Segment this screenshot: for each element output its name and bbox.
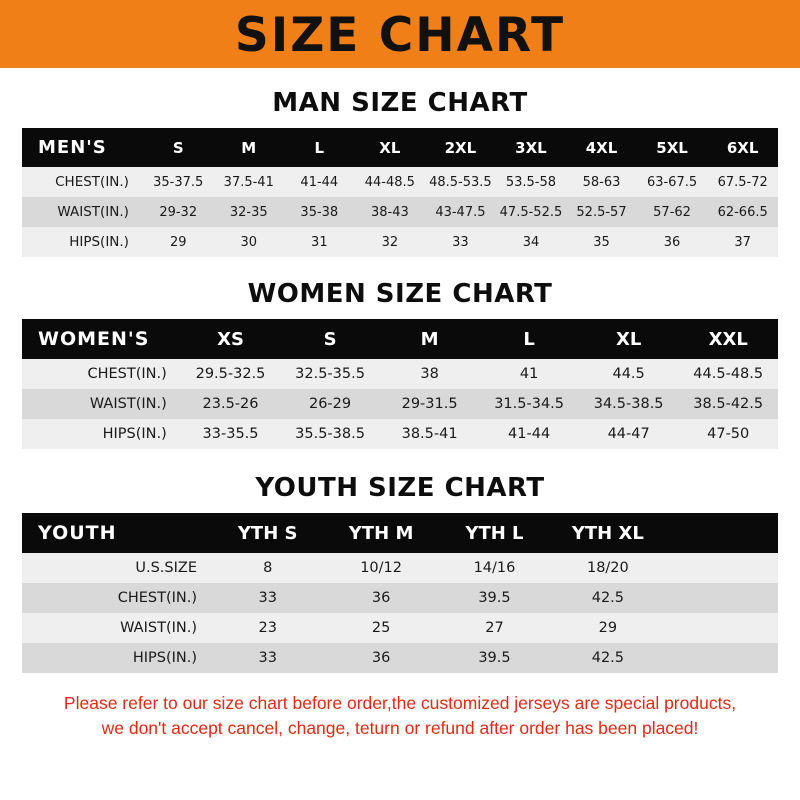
man-row-0-cell-1: 37.5-41 (223, 174, 274, 190)
table-row (22, 553, 778, 583)
man-row-2-cell-3: 32 (381, 234, 399, 250)
youth-row-0-cell-3: 18/20 (586, 560, 629, 576)
man-row-0-cell-2: 41-44 (300, 174, 339, 190)
youth-section-title: YOUTH SIZE CHART (255, 473, 545, 503)
table-row (22, 613, 778, 643)
table-row (22, 643, 778, 673)
man-header-cell-3: L (314, 138, 325, 157)
man-row-2-cell-4: 33 (452, 234, 469, 250)
man-header-cell-4: XL (379, 138, 401, 157)
man-row-2-cell-1: 30 (240, 234, 258, 250)
youth-header-row (22, 513, 778, 553)
youth-size-table (22, 513, 778, 673)
women-header-cell-0: WOMEN'S (38, 328, 150, 350)
youth-row-2-label: WAIST(IN.) (120, 620, 197, 636)
youth-table-body (22, 553, 778, 673)
man-header-cell-9: 6XL (726, 138, 759, 157)
man-row-2-cell-0: 29 (169, 234, 187, 250)
man-row-2-cell-6: 35 (593, 234, 610, 250)
content-area (0, 88, 800, 742)
man-row-0-cell-0: 35-37.5 (153, 174, 204, 190)
women-header-cell-1: XS (217, 328, 244, 350)
youth-row-1-cell-3: 42.5 (591, 590, 625, 606)
women-row-2-cell-1: 35.5-38.5 (295, 426, 365, 442)
women-row-2-cell-4: 44-47 (607, 426, 650, 442)
youth-row-1-label: CHEST(IN.) (117, 590, 197, 606)
youth-row-1-cell-2: 39.5 (478, 590, 511, 606)
women-row-1-cell-4: 34.5-38.5 (593, 396, 664, 412)
women-row-1-cell-2: 29-31.5 (401, 396, 458, 412)
women-row-2-cell-2: 38.5-41 (401, 426, 458, 442)
women-row-0-cell-3: 41 (519, 366, 539, 382)
youth-row-2-cell-1: 25 (371, 620, 391, 636)
man-row-2-label: HIPS(IN.) (69, 234, 129, 250)
women-row-2-cell-0: 33-35.5 (202, 426, 259, 442)
man-row-1-cell-7: 57-62 (653, 204, 691, 220)
man-row-1-cell-3: 38-43 (370, 204, 409, 220)
page-title: SIZE CHART (234, 7, 566, 63)
women-row-1-label: WAIST(IN.) (89, 396, 167, 412)
youth-row-3-cell-2: 39.5 (478, 650, 511, 666)
man-header-row (22, 128, 778, 167)
youth-row-1-cell-4 (665, 583, 778, 613)
youth-header-cell-1: YTH S (237, 522, 298, 544)
table-row (22, 359, 778, 389)
youth-row-3-label: HIPS(IN.) (132, 650, 197, 666)
women-size-table (22, 319, 778, 449)
women-table-head (22, 319, 778, 359)
man-size-table (22, 128, 778, 257)
youth-row-3-cell-4 (665, 643, 778, 673)
women-row-0-label: CHEST(IN.) (87, 366, 167, 382)
man-row-1-cell-8: 62-66.5 (717, 204, 768, 220)
youth-header-cell-0: YOUTH (38, 522, 117, 544)
man-header-cell-5: 2XL (444, 138, 477, 157)
youth-row-2-cell-0: 23 (258, 620, 277, 636)
man-row-0-cell-7: 63-67.5 (646, 174, 698, 190)
man-section-title: MAN SIZE CHART (272, 88, 528, 118)
youth-row-0-cell-1: 10/12 (360, 560, 402, 576)
man-header-cell-0: MEN'S (38, 137, 107, 158)
table-row (22, 389, 778, 419)
man-header-cell-1: S (172, 138, 184, 157)
man-row-1-label: WAIST(IN.) (57, 204, 129, 220)
man-row-2-cell-7: 36 (663, 234, 681, 250)
women-row-1-cell-1: 26-29 (308, 396, 352, 412)
man-row-1-cell-2: 35-38 (300, 204, 339, 220)
women-header-cell-4: L (523, 328, 535, 350)
youth-row-2-cell-2: 27 (485, 620, 504, 636)
youth-row-2-cell-3: 29 (598, 620, 618, 636)
youth-header-cell-3: YTH L (465, 522, 524, 544)
man-table-head (22, 128, 778, 167)
man-header-cell-2: M (241, 138, 257, 157)
women-header-row (22, 319, 778, 359)
youth-header-cell-2: YTH M (348, 522, 414, 544)
man-header-cell-6: 3XL (515, 138, 547, 157)
man-row-0-cell-4: 48.5-53.5 (429, 174, 492, 190)
man-row-0-label: CHEST(IN.) (55, 174, 129, 190)
table-row (22, 197, 778, 227)
women-row-1-cell-3: 31.5-34.5 (494, 396, 565, 412)
man-row-0-cell-6: 58-63 (582, 174, 621, 190)
man-row-2-cell-8: 37 (734, 234, 751, 250)
youth-row-1-cell-0: 33 (258, 590, 277, 606)
man-row-1-cell-5: 47.5-52.5 (499, 204, 563, 220)
order-notice-line-1: Please refer to our size chart before order,the customized jerseys are special products, (63, 693, 737, 713)
women-row-0-cell-2: 38 (420, 366, 439, 382)
women-row-2-label: HIPS(IN.) (102, 426, 167, 442)
man-row-0-cell-5: 53.5-58 (505, 174, 557, 190)
women-header-cell-2: S (323, 328, 337, 350)
youth-row-0-cell-4 (665, 553, 778, 583)
women-row-0-cell-1: 32.5-35.5 (295, 366, 365, 382)
women-row-1-cell-0: 23.5-26 (202, 396, 259, 412)
page-banner (0, 0, 800, 68)
table-row (22, 227, 778, 257)
women-header-cell-6: XXL (708, 328, 748, 350)
youth-row-2-cell-4 (665, 613, 778, 643)
table-row (22, 419, 778, 449)
youth-row-3-cell-3: 42.5 (591, 650, 625, 666)
youth-row-0-cell-0: 8 (263, 560, 273, 576)
women-section-title: WOMEN SIZE CHART (247, 279, 553, 309)
youth-table-head (22, 513, 778, 553)
youth-row-0-label: U.S.SIZE (135, 560, 197, 576)
youth-row-1-cell-1: 36 (371, 590, 391, 606)
women-row-0-cell-4: 44.5 (612, 366, 645, 382)
man-row-1-cell-1: 32-35 (229, 204, 268, 220)
table-row (22, 167, 778, 197)
man-row-2-cell-2: 31 (311, 234, 328, 250)
man-row-1-cell-6: 52.5-57 (576, 204, 627, 220)
women-row-0-cell-5: 44.5-48.5 (693, 366, 764, 382)
women-header-cell-3: M (420, 328, 439, 350)
youth-row-0-cell-2: 14/16 (473, 560, 516, 576)
table-row (22, 583, 778, 613)
man-row-1-cell-4: 43-47.5 (435, 204, 486, 220)
order-notice (34, 691, 766, 742)
man-header-cell-8: 5XL (656, 138, 688, 157)
women-row-2-cell-5: 47-50 (707, 426, 750, 442)
order-notice-line-2: we don't accept cancel, change, teturn or refund after order has been placed! (101, 718, 699, 739)
youth-row-3-cell-1: 36 (371, 650, 391, 666)
man-row-0-cell-3: 44-48.5 (364, 174, 415, 190)
women-row-2-cell-3: 41-44 (508, 426, 551, 442)
youth-row-3-cell-0: 33 (258, 650, 277, 666)
man-table-body (22, 167, 778, 257)
women-row-1-cell-5: 38.5-42.5 (693, 396, 764, 412)
women-row-0-cell-0: 29.5-32.5 (195, 366, 266, 382)
man-row-2-cell-5: 34 (522, 234, 540, 250)
youth-header-cell-4: YTH XL (571, 522, 644, 544)
man-header-cell-7: 4XL (585, 138, 618, 157)
women-header-cell-5: XL (615, 328, 642, 350)
youth-header-cell-5 (665, 513, 778, 553)
man-row-1-cell-0: 29-32 (159, 204, 198, 220)
women-table-body (22, 359, 778, 449)
man-row-0-cell-8: 67.5-72 (717, 174, 768, 190)
